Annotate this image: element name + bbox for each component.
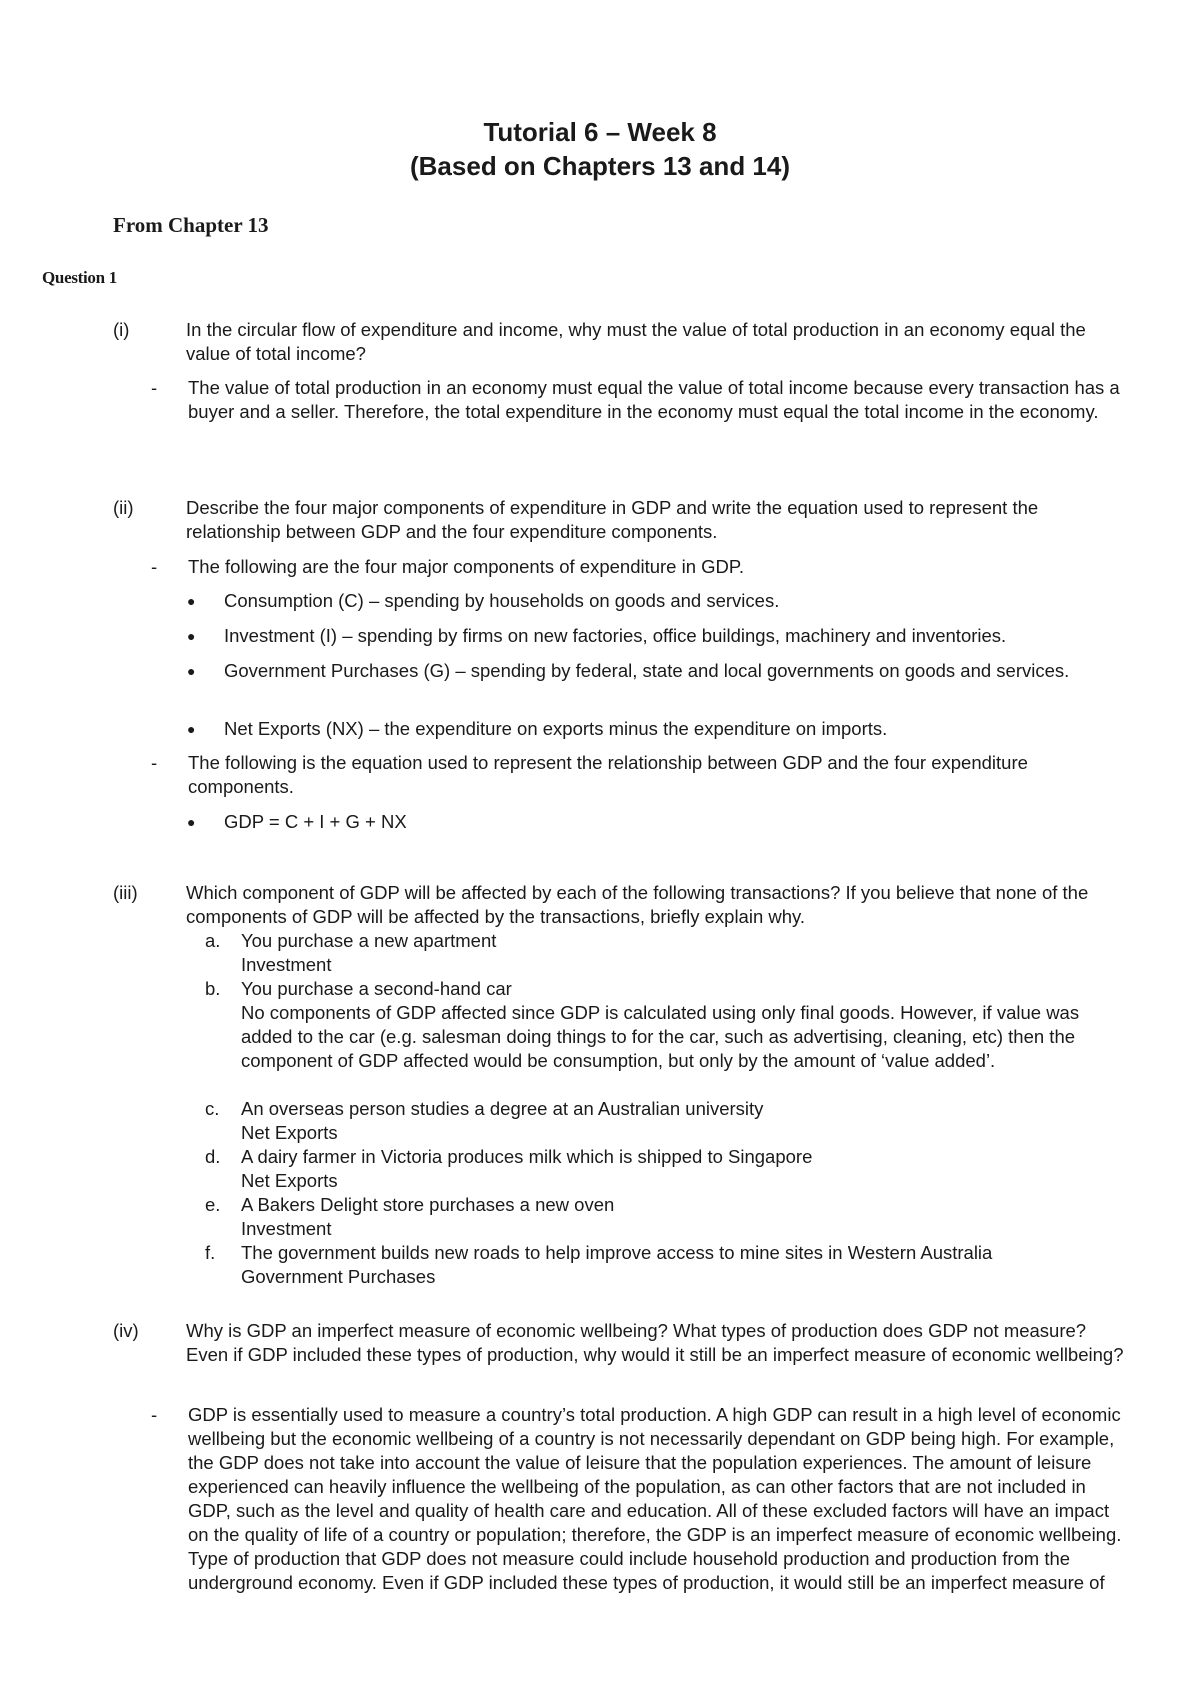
chapter-heading: From Chapter 13 <box>113 213 269 237</box>
question-heading: Question 1 <box>42 268 117 287</box>
transaction-item <box>241 1193 1121 1241</box>
item-letter: a. <box>205 930 221 951</box>
part-ii-number: (ii) <box>113 497 134 518</box>
transaction-item <box>241 929 1121 977</box>
bullet-icon: ● <box>187 628 196 644</box>
title-line-2: (Based on Chapters 13 and 14) <box>410 151 790 181</box>
component-government-purchases: Government Purchases (G) – spending by federal, state and local governments on goods and services. <box>224 660 1070 681</box>
part-ii-equation-intro: The following is the equation used to represent the relationship between GDP and the four expenditure components. <box>188 752 1028 797</box>
bullet-icon: ● <box>187 663 196 679</box>
gdp-equation: GDP = C + I + G + NX <box>224 811 407 832</box>
item-letter: d. <box>205 1146 221 1167</box>
dash-marker: - <box>151 1404 158 1425</box>
dash-marker: - <box>151 556 158 577</box>
transaction-text: A Bakers Delight store purchases a new oven <box>241 1194 615 1215</box>
item-letter: f. <box>205 1242 216 1263</box>
part-ii-question: Describe the four major components of expenditure in GDP and write the equation used to represent the relationship between GDP and the four expenditure components. <box>186 497 1039 542</box>
part-i-number: (i) <box>113 319 130 340</box>
title-line-1: Tutorial 6 – Week 8 <box>483 117 717 147</box>
part-iii-number: (iii) <box>113 882 138 903</box>
dash-marker: - <box>151 752 158 773</box>
part-i-answer: The value of total production in an economy must equal the value of total income because every transaction has a buyer and a seller. Therefore, the total expenditure in the economy must equal the total income in the economy. <box>188 377 1120 422</box>
item-letter: b. <box>205 978 221 999</box>
part-iii-question: Which component of GDP will be affected by each of the following transactions? If you believe that none of the components of GDP will be affected by the transactions, briefly explain why. <box>186 882 1089 927</box>
transaction-text: An overseas person studies a degree at an Australian university <box>241 1098 764 1119</box>
item-letter: c. <box>205 1098 220 1119</box>
transaction-item <box>241 1145 1121 1193</box>
component-investment: Investment (I) – spending by firms on new factories, office buildings, machinery and inventories. <box>224 625 1007 646</box>
transaction-answer: Investment <box>241 1218 332 1239</box>
transaction-answer: Government Purchases <box>241 1266 436 1287</box>
transaction-answer: No components of GDP affected since GDP is calculated using only final goods. However, if value was added to the car (e.g. salesman doing things to for the car, such as advertising, cleaning, etc) then the component of GDP affected would be consumption, but only by the amount of ‘value added’. <box>241 1002 1080 1071</box>
part-iv-question: Why is GDP an imperfect measure of economic wellbeing? What types of production does GDP not measure? Even if GDP included these types of production, why would it still be an imperfect measure of economic wellbeing? <box>186 1320 1124 1365</box>
dash-marker: - <box>151 377 158 398</box>
transaction-text: You purchase a new apartment <box>241 930 497 951</box>
document-title <box>0 115 1200 183</box>
bullet-icon: ● <box>187 814 196 830</box>
part-ii-answer-intro: The following are the four major components of expenditure in GDP. <box>188 556 744 577</box>
component-net-exports: Net Exports (NX) – the expenditure on exports minus the expenditure on imports. <box>224 718 888 739</box>
transaction-answer: Investment <box>241 954 332 975</box>
component-consumption: Consumption (C) – spending by households on goods and services. <box>224 590 780 611</box>
transaction-item <box>241 1097 1121 1145</box>
part-iv-answer: GDP is essentially used to measure a country’s total production. A high GDP can result in a high level of economic wellbeing but the economic wellbeing of a country is not necessarily dependant on GDP being high. For example, the GDP does not take into account the value of leisure that the population experiences. The amount of leisure experienced can heavily influence the wellbeing of the population, as can other factors that are not included in GDP, such as the level and quality of health care and education. All of these excluded factors will have an impact on the quality of life of a country or population; therefore, the GDP is an imperfect measure of economic wellbeing. Type of production that GDP does not measure could include household production and production from the underground economy. Even if GDP included these types of production, it would still be an imperfect measure of <box>188 1404 1122 1593</box>
part-iv-number: (iv) <box>113 1320 139 1341</box>
bullet-icon: ● <box>187 593 196 609</box>
transaction-item <box>241 977 1121 1073</box>
item-letter: e. <box>205 1194 221 1215</box>
transaction-item <box>241 1241 1121 1289</box>
transaction-text: The government builds new roads to help improve access to mine sites in Western Australia <box>241 1242 993 1263</box>
transaction-text: You purchase a second-hand car <box>241 978 512 999</box>
part-i-question: In the circular flow of expenditure and income, why must the value of total production in an economy equal the value of total income? <box>186 319 1086 364</box>
bullet-icon: ● <box>187 721 196 737</box>
transaction-answer: Net Exports <box>241 1122 338 1143</box>
transaction-answer: Net Exports <box>241 1170 338 1191</box>
transaction-text: A dairy farmer in Victoria produces milk which is shipped to Singapore <box>241 1146 813 1167</box>
